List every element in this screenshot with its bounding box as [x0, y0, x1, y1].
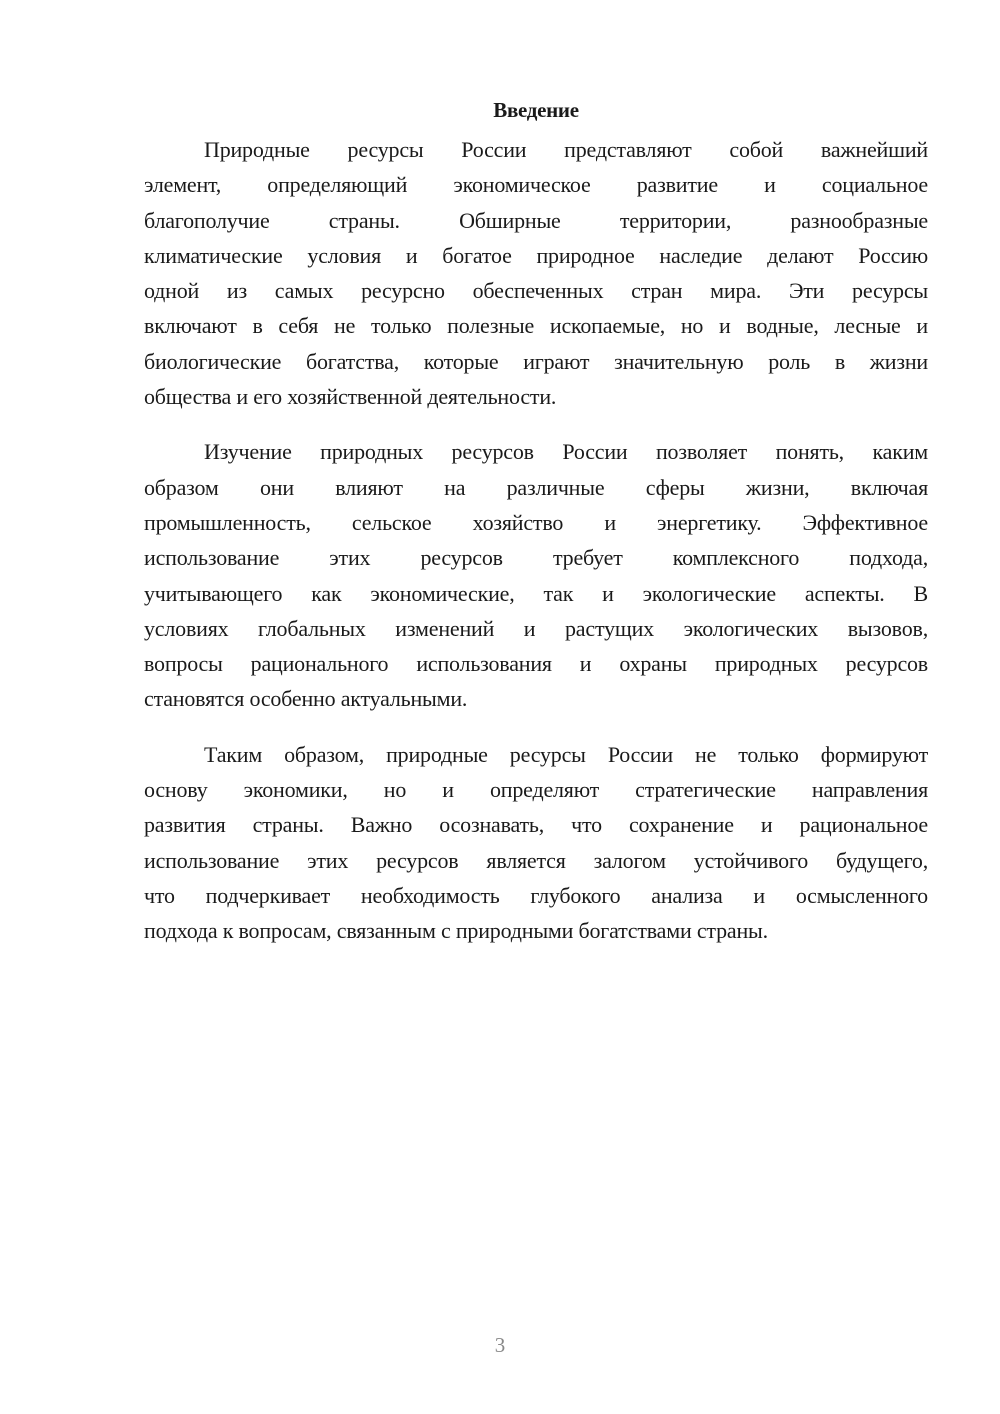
text-line: Изучение природных ресурсов России позволяет понять, каким — [204, 439, 928, 465]
text-line: основу экономики, но и определяют стратегические направления — [144, 777, 928, 803]
text-line: вопросы рационального использования и охраны природных ресурсов — [144, 651, 928, 677]
text-line: промышленность, сельское хозяйство и энергетику. Эффективное — [144, 509, 928, 535]
text-line: образом они влияют на различные сферы жизни, включая — [144, 474, 928, 500]
text-line: развития страны. Важно осознавать, что сохранение и рациональное — [144, 812, 928, 838]
paragraph-3 — [144, 737, 928, 949]
text-line: использование этих ресурсов требует комплексного подхода, — [144, 545, 928, 571]
section-title: Введение — [493, 98, 579, 122]
text-line: биологические богатства, которые играют значительную роль в жизни — [144, 348, 928, 374]
text-line: условиях глобальных изменений и растущих экологических вызовов, — [144, 615, 928, 641]
text-line: использование этих ресурсов является залогом устойчивого будущего, — [144, 847, 928, 873]
text-line: учитывающего как экономические, так и экологические аспекты. В — [144, 580, 928, 606]
text-line: элемент, определяющий экономическое развитие и социальное — [144, 172, 928, 198]
text-line: Таким образом, природные ресурсы России не только формируют — [204, 741, 928, 767]
text-line: подхода к вопросам, связанным с природными богатствами страны. — [144, 918, 768, 944]
text-line: благополучие страны. Обширные территории, разнообразные — [144, 207, 928, 233]
text-line: общества и его хозяйственной деятельности. — [144, 384, 557, 410]
text-line: что подчеркивает необходимость глубокого анализа и осмысленного — [144, 882, 928, 908]
paragraph-1 — [144, 132, 928, 414]
text-line: включают в себя не только полезные ископаемые, но и водные, лесные и — [144, 313, 928, 339]
text-line: становятся особенно актуальными. — [144, 686, 468, 712]
paragraph-2 — [144, 434, 928, 716]
text-line: Природные ресурсы России представляют собой важнейший — [204, 137, 928, 162]
text-line: одной из самых ресурсно обеспеченных стран мира. Эти ресурсы — [144, 278, 928, 304]
page-number: 3 — [494, 1333, 506, 1357]
text-line: климатические условия и богатое природное наследие делают Россию — [144, 242, 928, 268]
document-page — [144, 96, 928, 969]
